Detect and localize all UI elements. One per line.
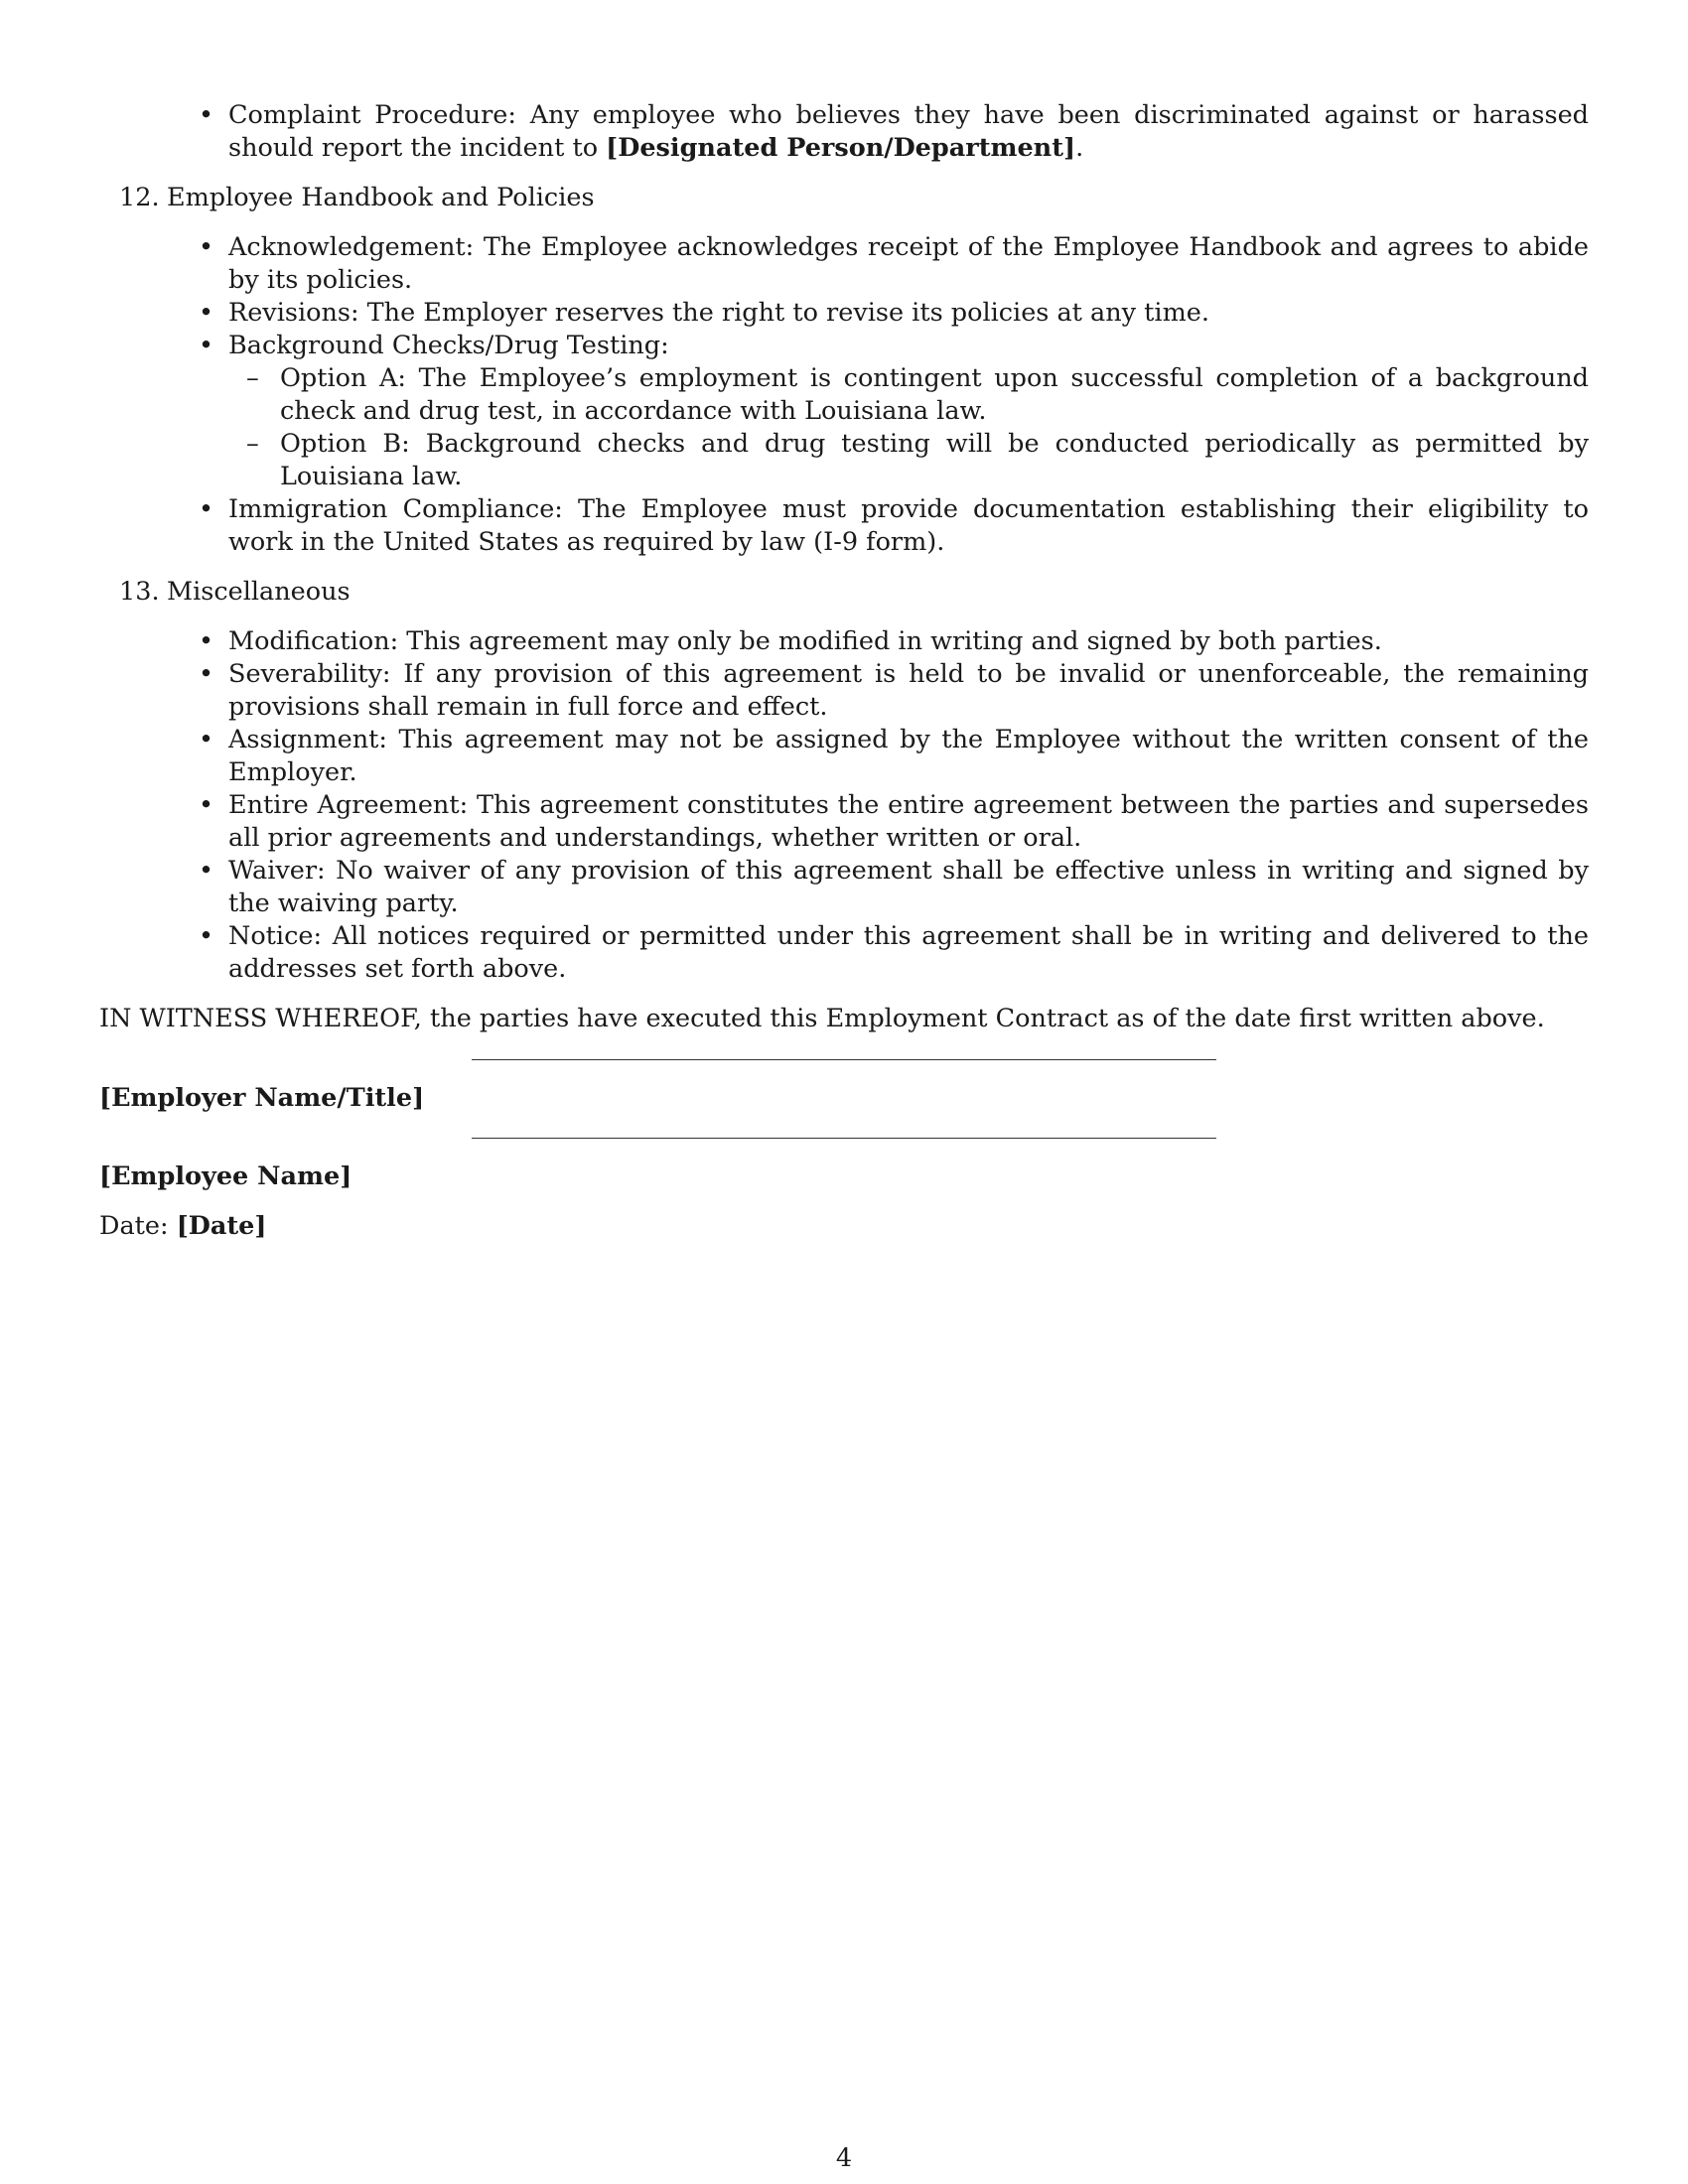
designated-person-placeholder: [Designated Person/Department] bbox=[606, 133, 1076, 163]
complaint-procedure-item bbox=[99, 99, 1589, 165]
severability-item: • Severability: If any provision of this agreement is held to be invalid or unenforceable, the remaining provisions shall remain in full force and effect. bbox=[99, 658, 1589, 724]
date-label: Date: bbox=[99, 1211, 177, 1241]
section-12-number: 12. bbox=[119, 183, 160, 212]
waiver-item: • Waiver: No waiver of any provision of this agreement shall be effective unless in writing and signed by the waiving party. bbox=[99, 855, 1589, 920]
employer-name-placeholder: [Employer Name/Title] bbox=[99, 1083, 425, 1113]
date-placeholder: [Date] bbox=[176, 1211, 267, 1241]
date-line bbox=[99, 1210, 1589, 1243]
section11-list bbox=[99, 99, 1589, 165]
section-12-heading bbox=[99, 182, 1589, 214]
complaint-text: Complaint Procedure: Any employee who believes they have been discriminated against or harassed should report the incident to bbox=[228, 100, 1589, 163]
modification-item: • Modification: This agreement may only be modified in writing and signed by both parties. bbox=[99, 625, 1589, 658]
option-b-item: – Option B: Background checks and drug testing will be conducted periodically as permitted by Louisiana law. bbox=[228, 428, 1589, 493]
option-a-item: – Option A: The Employee’s employment is contingent upon successful completion of a background check and drug test, in accordance with Louisiana law. bbox=[228, 362, 1589, 428]
section-12-title: Employee Handbook and Policies bbox=[167, 183, 595, 212]
witness-statement: IN WITNESS WHEREOF, the parties have executed this Employment Contract as of the date first written above. bbox=[99, 1004, 1545, 1033]
background-checks-label: Background Checks/Drug Testing: bbox=[228, 331, 669, 360]
employee-signature-line bbox=[472, 1138, 1216, 1139]
acknowledgement-item: • Acknowledgement: The Employee acknowledges receipt of the Employee Handbook and agrees to abide by its policies. bbox=[99, 231, 1589, 297]
notice-item: • Notice: All notices required or permitted under this agreement shall be in writing and delivered to the addresses set forth above. bbox=[99, 920, 1589, 986]
complaint-period: . bbox=[1075, 133, 1084, 163]
section-13-title: Miscellaneous bbox=[167, 577, 351, 607]
section13-list bbox=[99, 625, 1589, 986]
assignment-item: • Assignment: This agreement may not be assigned by the Employee without the written consent of the Employer. bbox=[99, 724, 1589, 789]
background-options-list bbox=[228, 362, 1589, 493]
section12-list bbox=[99, 231, 1589, 559]
employer-signature-line bbox=[472, 1059, 1216, 1060]
background-checks-item bbox=[99, 330, 1589, 493]
section-13-heading bbox=[99, 576, 1589, 609]
employee-name-placeholder: [Employee Name] bbox=[99, 1161, 352, 1191]
immigration-item: • Immigration Compliance: The Employee must provide documentation establishing their eligibility to work in the United States as required by law (I-9 form). bbox=[99, 493, 1589, 559]
page-number: 4 bbox=[835, 2143, 853, 2173]
section-13-number: 13. bbox=[119, 577, 160, 607]
entire-agreement-item: • Entire Agreement: This agreement constitutes the entire agreement between the parties and supersedes all prior agreements and understandings, whether written or oral. bbox=[99, 789, 1589, 855]
page-content bbox=[99, 99, 1589, 1243]
revisions-item: • Revisions: The Employer reserves the right to revise its policies at any time. bbox=[99, 297, 1589, 330]
